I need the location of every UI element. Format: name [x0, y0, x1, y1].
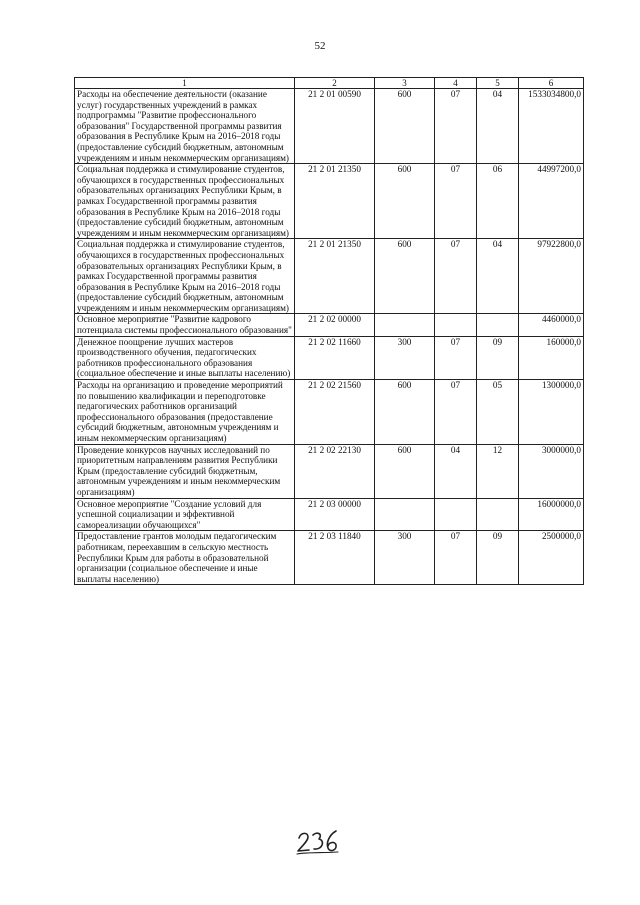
row-sum: 16000000,0	[519, 498, 584, 531]
col-header-pr: 5	[477, 78, 519, 89]
row-name: Социальная поддержка и стимулирование студентов, обучающихся в государственных профессиональных образовательных организациях Республики Крым, в рамках Государственной программы развития образования в Республике Крым на 2016–2018 годы (предоставление субсидий бюджетным, автономным учреждениям и иным некоммерческим организациям)	[75, 164, 295, 239]
row-name: Социальная поддержка и стимулирование студентов, обучающихся в государственных профессиональных образовательных организациях Республики Крым, в рамках Государственной программы развития образования в Республике Крым на 2016–2018 годы (предоставление субсидий бюджетным, автономным учреждениям и иным некоммерческим организациям)	[75, 239, 295, 314]
row-vr: 600	[375, 380, 435, 445]
table-row	[75, 336, 584, 379]
row-csr: 21 2 01 21350	[295, 164, 375, 239]
page-number: 52	[314, 40, 326, 52]
row-rz: 04	[435, 444, 477, 498]
row-csr: 21 2 01 21350	[295, 239, 375, 314]
row-sum: 4460000,0	[519, 314, 584, 336]
budget-table	[74, 77, 584, 585]
col-header-rz: 4	[435, 78, 477, 89]
handwritten-digit-2	[298, 833, 309, 851]
row-vr: 600	[375, 444, 435, 498]
row-pr	[477, 314, 519, 336]
row-name: Основное мероприятие "Развитие кадрового потенциала системы профессионального образования"	[75, 314, 295, 336]
row-sum: 160000,0	[519, 336, 584, 379]
row-name: Проведение конкурсов научных исследований по приоритетным направлениям развития Республики Крым (предоставление субсидий бюджетным, автономным учреждениям и иным некоммерческим организациям)	[75, 444, 295, 498]
row-csr: 21 2 01 00590	[295, 89, 375, 164]
table-row	[75, 531, 584, 585]
row-sum: 2500000,0	[519, 531, 584, 585]
handwritten-page-mark	[296, 826, 340, 856]
row-name: Расходы на организацию и проведение мероприятий по повышению квалификации и переподготовке педагогических работников организаций профессионального образования (предоставление субсидий бюджетным, автономным учреждениям и иным некоммерческим организациям)	[75, 380, 295, 445]
row-vr: 600	[375, 164, 435, 239]
row-csr: 21 2 02 21560	[295, 380, 375, 445]
row-name: Денежное поощрение лучших мастеров производственного обучения, педагогических работников профессионального образования (социальное обеспечение и иные выплаты населению)	[75, 336, 295, 379]
row-pr: 09	[477, 336, 519, 379]
table-row	[75, 89, 584, 164]
row-vr	[375, 498, 435, 531]
row-rz: 07	[435, 239, 477, 314]
signature-underline	[297, 852, 338, 854]
row-sum: 1533034800,0	[519, 89, 584, 164]
row-pr: 06	[477, 164, 519, 239]
row-rz	[435, 314, 477, 336]
row-pr: 12	[477, 444, 519, 498]
row-name: Расходы на обеспечение деятельности (оказание услуг) государственных учреждений в рамках подпрограммы "Развитие профессионального образования" Государственной программы развития образования в Республике Крым на 2016–2018 годы (предоставление субсидий бюджетным, автономным учреждениям и иным некоммерческим организациям)	[75, 89, 295, 164]
table-row	[75, 498, 584, 531]
row-vr: 300	[375, 531, 435, 585]
row-sum: 3000000,0	[519, 444, 584, 498]
row-pr: 04	[477, 239, 519, 314]
table-header-row	[75, 78, 584, 89]
row-pr: 05	[477, 380, 519, 445]
row-vr: 300	[375, 336, 435, 379]
row-sum: 44997200,0	[519, 164, 584, 239]
row-name: Предоставление грантов молодым педагогическим работникам, переехавшим в сельскую местность Республики Крым для работы в образовательной организации (социальное обеспечение и иные выплаты населению)	[75, 531, 295, 585]
row-rz: 07	[435, 164, 477, 239]
table-row	[75, 314, 584, 336]
row-sum: 1300000,0	[519, 380, 584, 445]
handwritten-digit-3	[313, 833, 322, 849]
row-rz: 07	[435, 336, 477, 379]
col-header-sum: 6	[519, 78, 584, 89]
row-csr: 21 2 02 11660	[295, 336, 375, 379]
row-rz	[435, 498, 477, 531]
row-vr: 600	[375, 89, 435, 164]
table-row	[75, 239, 584, 314]
row-csr: 21 2 02 00000	[295, 314, 375, 336]
row-pr	[477, 498, 519, 531]
row-vr: 600	[375, 239, 435, 314]
table-row	[75, 164, 584, 239]
row-csr: 21 2 02 22130	[295, 444, 375, 498]
table-row	[75, 444, 584, 498]
row-vr	[375, 314, 435, 336]
col-header-name: 1	[75, 78, 295, 89]
col-header-csr: 2	[295, 78, 375, 89]
row-csr: 21 2 03 00000	[295, 498, 375, 531]
handwritten-digit-6	[327, 831, 336, 851]
table-row	[75, 380, 584, 445]
row-pr: 09	[477, 531, 519, 585]
row-sum: 97922800,0	[519, 239, 584, 314]
row-rz: 07	[435, 380, 477, 445]
col-header-vr: 3	[375, 78, 435, 89]
row-pr: 04	[477, 89, 519, 164]
row-rz: 07	[435, 89, 477, 164]
row-csr: 21 2 03 11840	[295, 531, 375, 585]
row-name: Основное мероприятие "Создание условий для успешной социализации и эффективной самореализации обучающихся"	[75, 498, 295, 531]
row-rz: 07	[435, 531, 477, 585]
